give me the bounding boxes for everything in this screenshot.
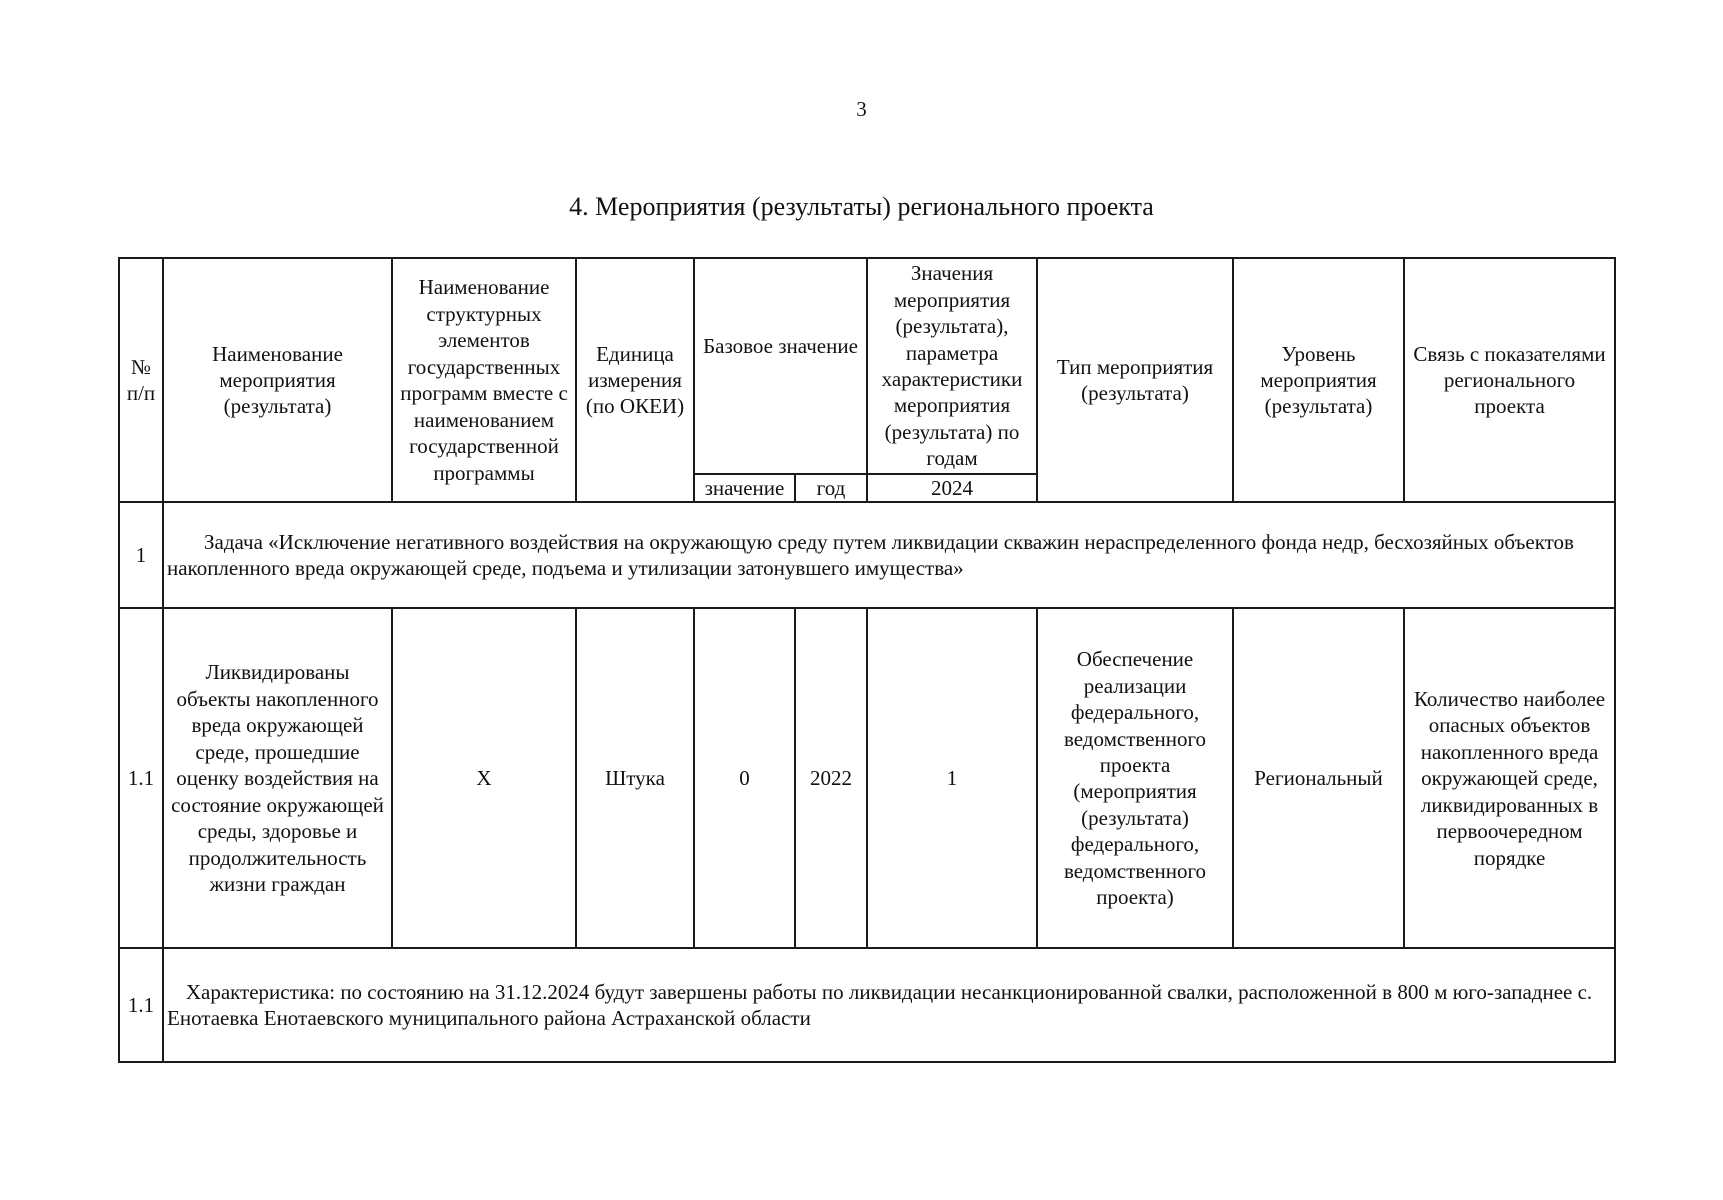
header-values-year: 2024 [867,474,1037,502]
measure-unit: Штука [576,608,694,948]
header-type: Тип мероприятия (результата) [1037,258,1233,502]
measure-base-value: 0 [694,608,795,948]
task-row [119,502,1615,608]
measure-name: Ликвидированы объекты накопленного вреда окружающей среде, прошедшие оценку воздействия на состояние окружающей среды, здоровье и продолжительность жизни граждан [163,608,392,948]
header-base-value: значение [694,474,795,502]
header-structural-elements: Наименование структурных элементов государственных программ вместе с наименованием государственной программы [392,258,576,502]
header-num: № п/п [119,258,163,502]
header-base: Базовое значение [694,258,867,474]
measure-base-year: 2022 [795,608,867,948]
header-row [119,258,1615,474]
header-unit: Единица измерения (по ОКЕИ) [576,258,694,502]
measure-level: Региональный [1233,608,1404,948]
characteristic-text: Характеристика: по состоянию на 31.12.2024 будут завершены работы по ликвидации несанкционированной свалки, расположенной в 800 м юго-западнее с. Енотаевка Енотаевского муниципального района Астраханской области [163,948,1615,1062]
measure-structural: X [392,608,576,948]
measures-table [118,257,1616,1063]
characteristic-row [119,948,1615,1062]
header-values: Значения мероприятия (результата), параметра характеристики мероприятия (результата) по годам [867,258,1037,474]
header-name: Наименование мероприятия (результата) [163,258,392,502]
measure-value-2024: 1 [867,608,1037,948]
characteristic-num: 1.1 [119,948,163,1062]
page-number: 3 [856,97,867,121]
task-num: 1 [119,502,163,608]
header-base-year: год [795,474,867,502]
measure-link: Количество наиболее опасных объектов накопленного вреда окружающей среде, ликвидированных в первоочередном порядке [1404,608,1615,948]
measure-num: 1.1 [119,608,163,948]
measure-type: Обеспечение реализации федерального, ведомственного проекта (мероприятия (результата) федерального, ведомственного проекта) [1037,608,1233,948]
header-level: Уровень мероприятия (результата) [1233,258,1404,502]
measure-row [119,608,1615,948]
section-title: 4. Мероприятия (результаты) регионального проекта [569,192,1154,221]
header-link: Связь с показателями регионального проекта [1404,258,1615,502]
task-text: Задача «Исключение негативного воздействия на окружающую среду путем ликвидации скважин нераспределенного фонда недр, бесхозяйных объектов накопленного вреда окружающей среде, подъема и утилизации затонувшего имущества» [163,502,1615,608]
